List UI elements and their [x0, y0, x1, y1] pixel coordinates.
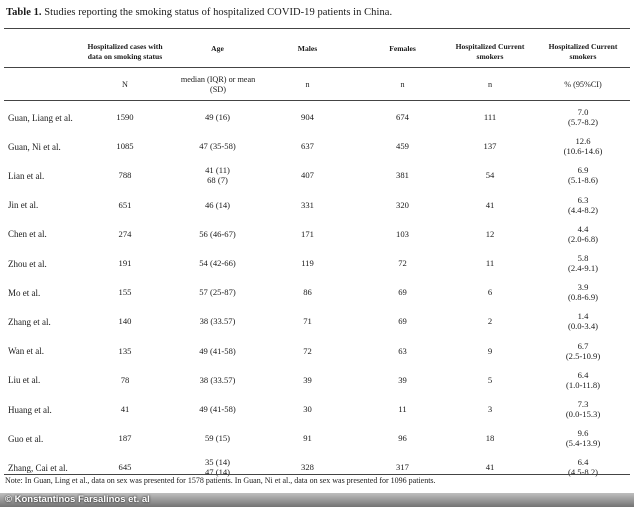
- cell-females: 381: [396, 170, 409, 181]
- cell-males: 119: [301, 258, 314, 268]
- cell-males: 71: [303, 316, 312, 327]
- study-name: Zhou et al.: [8, 258, 47, 269]
- study-name: Guan, Liang et al.: [8, 112, 73, 123]
- cell-cases: 1590: [116, 112, 134, 122]
- col-header-males: Males: [297, 44, 318, 53]
- study-name: Mo et al.: [8, 287, 41, 298]
- cell-males: 30: [303, 404, 312, 414]
- cell-smokers-pct: 7.0: [577, 107, 589, 117]
- study-name: Chen et al.: [8, 229, 47, 240]
- cell-age: 38 (33.57): [199, 374, 236, 385]
- cell-smokers-n: 2: [487, 316, 493, 327]
- cell-females: 674: [396, 112, 409, 122]
- cell-age: 59 (15): [204, 433, 231, 444]
- cell-smokers-pct-line2: (5.4-13.9): [565, 438, 601, 449]
- cell-age: 49 (41-58): [199, 404, 236, 414]
- cell-smokers-n: 11: [485, 258, 495, 268]
- cell-females: 96: [398, 433, 407, 444]
- cell-smokers-pct: 6.4: [577, 369, 589, 380]
- cell-cases: 191: [118, 258, 132, 268]
- cell-cases: 187: [118, 433, 132, 444]
- cell-age: 56 (46-67): [199, 228, 236, 239]
- cell-age: 46 (14): [204, 199, 231, 210]
- table-caption: [6, 7, 392, 18]
- study-name: Liu et al.: [8, 375, 41, 386]
- cell-smokers-pct: 3.9: [577, 282, 589, 293]
- bottom-rule: [4, 474, 630, 475]
- cell-age: 57 (25-87): [199, 287, 236, 298]
- cell-females: 39: [398, 374, 407, 385]
- study-name: Guan, Ni et al.: [8, 141, 61, 152]
- unit-smokers-n: n: [487, 80, 493, 89]
- cell-cases: 788: [118, 170, 132, 181]
- cell-smokers-pct-line2: (5.7-8.2): [567, 117, 599, 127]
- cell-smokers-pct-line2: (2.4-9.1): [567, 263, 599, 273]
- cell-females: 320: [396, 199, 409, 210]
- cell-smokers-pct-line2: (0.8-6.9): [567, 292, 599, 303]
- cell-smokers-pct: 12.6: [575, 136, 591, 147]
- header-rule: [4, 67, 630, 68]
- cell-cases: 651: [118, 199, 132, 210]
- cell-cases: 1085: [116, 141, 134, 152]
- cell-females: 11: [398, 404, 407, 414]
- col-header-females: Females: [389, 44, 416, 53]
- cell-smokers-n: 111: [483, 112, 497, 122]
- cell-age: 49 (16): [204, 112, 231, 122]
- cell-males: 39: [303, 374, 312, 385]
- study-name: Guo et al.: [8, 433, 44, 444]
- cell-cases: 78: [120, 374, 130, 385]
- cell-smokers-n: 6: [487, 287, 493, 298]
- cell-smokers-pct-line2: (4.5-8.2): [567, 467, 599, 478]
- study-name: Huang et al.: [8, 404, 52, 415]
- cell-females: 63: [398, 345, 407, 356]
- table-note: Note: In Guan, Ling et al., data on sex was presented for 1578 patients. In Guan, Ni et al., data on sex was presented for 1096 patients.: [5, 476, 436, 485]
- study-name: Zhang, Cai et al.: [8, 462, 68, 473]
- cell-smokers-pct: 6.7: [577, 340, 589, 351]
- cell-age: 38 (33.57): [199, 316, 236, 327]
- units-rule: [4, 100, 630, 101]
- cell-smokers-pct-line2: (1.0-11.8): [565, 379, 601, 390]
- cell-males: 91: [303, 433, 312, 444]
- study-name: Wan et al.: [8, 346, 45, 357]
- photo-credit: © Konstantinos Farsalinos et. al: [0, 493, 634, 507]
- cell-smokers-n: 41: [485, 462, 495, 473]
- study-name: Jin et al.: [8, 200, 39, 211]
- cell-cases: 41: [120, 404, 130, 414]
- cell-smokers-n: 18: [485, 433, 495, 444]
- cell-smokers-n: 41: [485, 199, 495, 210]
- cell-cases: 274: [118, 228, 132, 239]
- cell-cases: 140: [118, 316, 132, 327]
- caption-text: Studies reporting the smoking status of hospitalized COVID-19 patients in China.: [44, 7, 393, 18]
- cell-males: 86: [303, 287, 312, 298]
- cell-age-line2: 47 (14): [204, 467, 231, 478]
- cell-smokers-pct-line2: (2.0-6.8): [567, 233, 599, 244]
- cell-cases: 645: [118, 462, 132, 473]
- col-header-age: Age: [211, 44, 224, 53]
- cell-smokers-pct-line2: (10.6-14.6): [563, 146, 603, 157]
- cell-cases: 155: [118, 287, 132, 298]
- cell-smokers-pct: 6.3: [577, 194, 589, 205]
- cell-age: 54 (42-66): [199, 258, 236, 268]
- cell-age: 47 (35-58): [199, 141, 236, 152]
- study-name: Zhang et al.: [8, 316, 51, 327]
- cell-age: 49 (41-58): [199, 345, 236, 356]
- cell-females: 69: [398, 287, 407, 298]
- cell-females: 317: [396, 462, 409, 473]
- unit-smokers-pct: % (95%CI): [564, 80, 602, 89]
- cell-females: 103: [396, 228, 409, 239]
- caption-label: Table 1.: [6, 7, 42, 18]
- cell-smokers-pct-line2: (0.0-15.3): [565, 409, 601, 419]
- cell-smokers-pct: 9.6: [577, 428, 589, 439]
- cell-age: 35 (14): [204, 457, 231, 468]
- cell-smokers-n: 12: [485, 228, 495, 239]
- unit-females: n: [400, 80, 405, 89]
- cell-smokers-n: 137: [483, 141, 497, 152]
- unit-males: n: [305, 80, 310, 89]
- cell-females: 69: [398, 316, 407, 327]
- cell-males: 171: [301, 228, 314, 239]
- top-rule: [4, 28, 630, 29]
- cell-smokers-n: 9: [487, 345, 493, 356]
- cell-males: 331: [301, 199, 314, 210]
- cell-smokers-pct-line2: (5.1-8.6): [567, 175, 599, 186]
- cell-cases: 135: [118, 345, 132, 356]
- cell-males: 72: [303, 345, 312, 356]
- cell-smokers-pct: 6.4: [577, 457, 589, 468]
- cell-smokers-pct-line2: (2.5-10.9): [565, 350, 601, 361]
- cell-smokers-n: 3: [487, 404, 493, 414]
- cell-smokers-pct: 6.9: [577, 165, 589, 176]
- col-header-cases: Hospitalized cases with data on smoking status: [87, 42, 163, 61]
- cell-age: 41 (11): [205, 165, 230, 176]
- unit-age: median (IQR) or mean (SD): [180, 75, 256, 94]
- study-name: Lian et al.: [8, 170, 45, 181]
- cell-smokers-n: 5: [487, 374, 493, 385]
- cell-males: 328: [301, 462, 314, 473]
- cell-females: 72: [398, 258, 407, 268]
- cell-age-line2: 68 (7): [207, 175, 228, 186]
- cell-males: 904: [301, 112, 314, 122]
- cell-smokers-pct: 5.8: [577, 253, 589, 263]
- cell-males: 637: [301, 141, 314, 152]
- cell-smokers-pct: 1.4: [577, 311, 589, 322]
- unit-cases: N: [122, 80, 128, 89]
- cell-smokers-pct: 7.3: [577, 399, 589, 409]
- col-header-smokers-pct: Hospitalized Current smokers: [548, 42, 618, 61]
- cell-smokers-n: 54: [485, 170, 495, 181]
- cell-smokers-pct-line2: (0.0-3.4): [567, 321, 599, 332]
- cell-males: 407: [301, 170, 314, 181]
- cell-females: 459: [396, 141, 409, 152]
- cell-smokers-pct: 4.4: [577, 223, 589, 234]
- col-header-smokers-n: Hospitalized Current smokers: [455, 42, 525, 61]
- cell-smokers-pct-line2: (4.4-8.2): [567, 204, 599, 215]
